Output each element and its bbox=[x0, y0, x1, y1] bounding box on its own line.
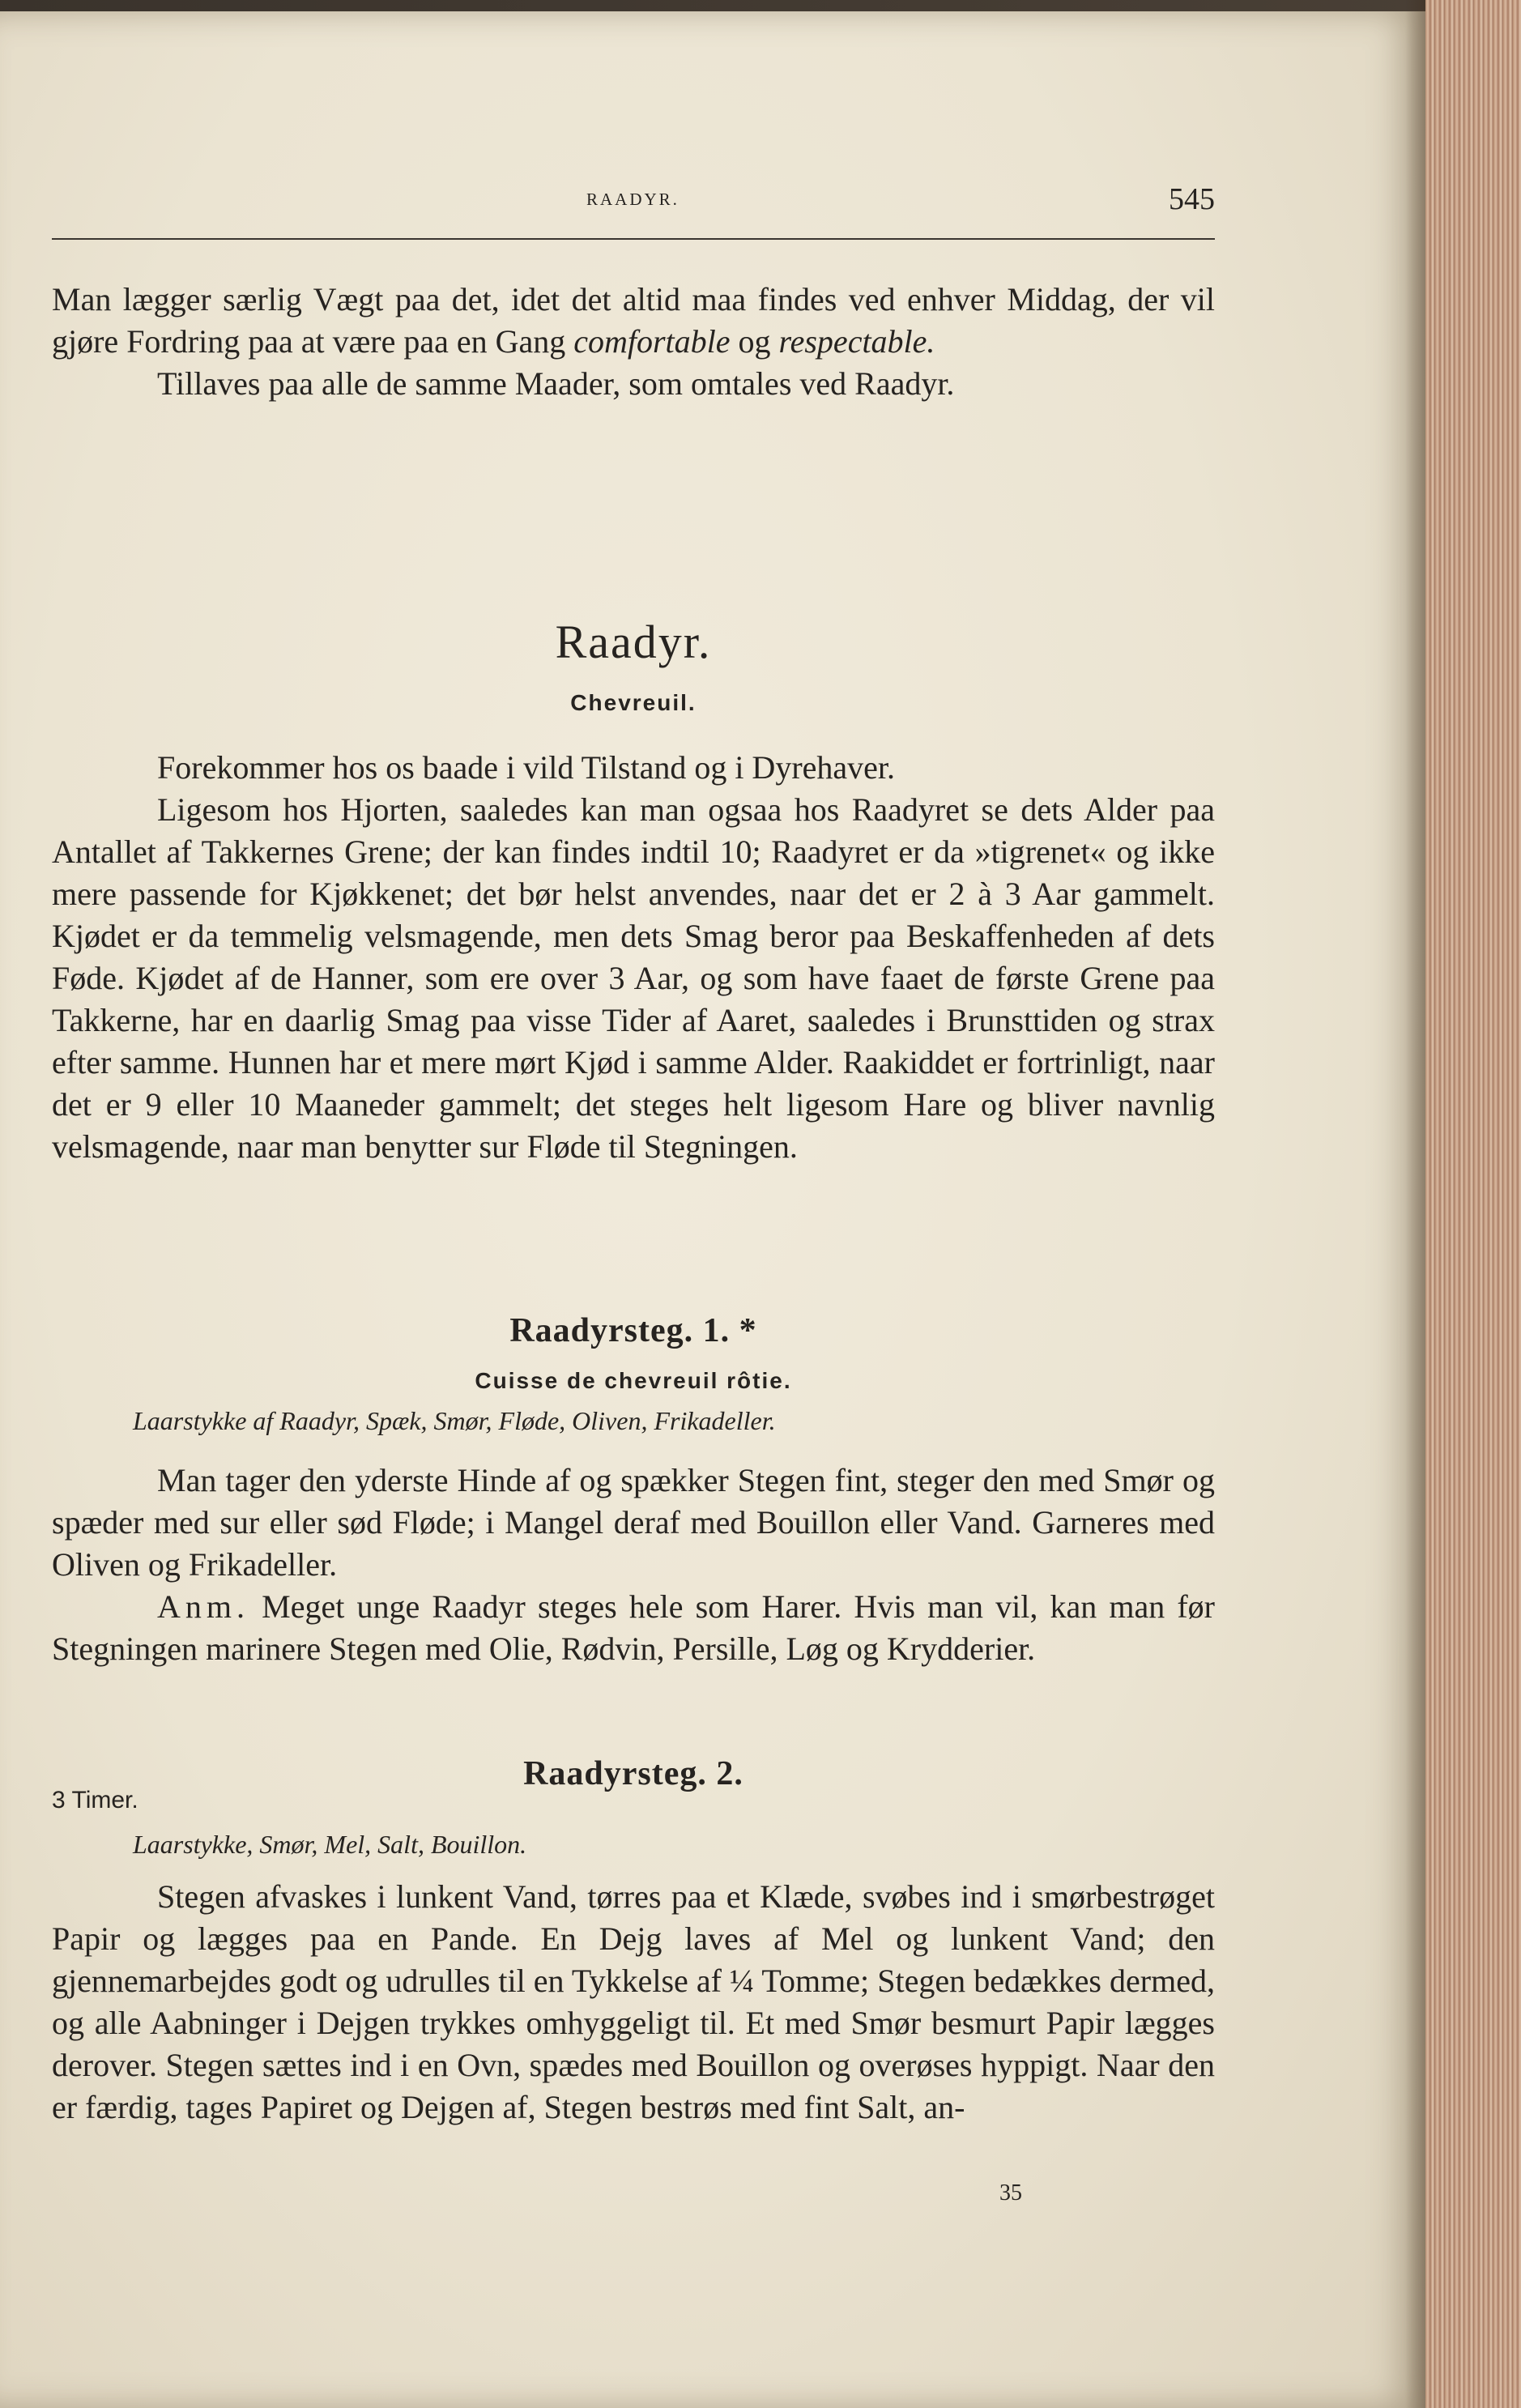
header-rule bbox=[52, 238, 1215, 240]
intro-text-b: og bbox=[730, 323, 779, 360]
recipe2-title: Raadyrsteg. 2. bbox=[523, 1755, 743, 1792]
signature-mark: 35 bbox=[999, 2180, 1022, 2206]
page-number: 545 bbox=[1169, 182, 1215, 216]
recipe1-body: Man tager den yderste Hinde af og spækker Stegen fint, steger den med Smør og spæder med sur eller sød Fløde; i Mangel deraf med Bouillon eller Vand. Garneres med Oliven og Frikadeller. bbox=[52, 1462, 1215, 1583]
running-head: RAADYR. bbox=[586, 190, 680, 209]
intro-paragraph-2: Tillaves paa alle de samme Maader, som omtales ved Raadyr. bbox=[157, 365, 955, 402]
book-page bbox=[0, 11, 1425, 2408]
section-paragraph-1: Forekommer hos os baade i vild Tilstand og i Dyrehaver. bbox=[157, 749, 896, 786]
recipe1-note-text: Meget unge Raadyr steges hele som Harer. Hvis man vil, kan man før Stegningen marinere Stegen med Olie, Rødvin, Persille, Løg og Krydderier. bbox=[52, 1588, 1215, 1667]
intro-paragraph-1 bbox=[52, 279, 1215, 363]
section-subtitle: Chevreuil. bbox=[570, 690, 697, 715]
intro-emphasis-comfortable: comfortable bbox=[573, 323, 731, 360]
recipe1-body-block bbox=[52, 1460, 1215, 1670]
recipe2-time: 3 Timer. bbox=[52, 1787, 138, 1813]
recipe1-subtitle: Cuisse de chevreuil rôtie. bbox=[475, 1368, 792, 1393]
recipe1-ingredients: Laarstykke af Raadyr, Spæk, Smør, Fløde, Oliven, Frikadeller. bbox=[133, 1406, 776, 1435]
page-edges bbox=[1425, 0, 1521, 2408]
recipe1-title: Raadyrsteg. 1. * bbox=[509, 1312, 757, 1349]
intro-emphasis-respectable: respectable. bbox=[778, 323, 935, 360]
page-header bbox=[52, 173, 1215, 222]
section-body bbox=[52, 747, 1215, 1168]
recipe2-ingredients: Laarstykke, Smør, Mel, Salt, Bouillon. bbox=[133, 1830, 527, 1859]
recipe1-note bbox=[52, 1586, 1215, 1670]
recipe2-body-block bbox=[52, 1876, 1215, 2129]
section-title: Raadyr. bbox=[555, 616, 712, 668]
intro-block bbox=[52, 279, 1215, 405]
section-paragraph-2: Ligesom hos Hjorten, saaledes kan man ogsaa hos Raadyret se dets Alder paa Antallet af Takkernes Grene; der kan findes indtil 10; Raadyret er da »tigrenet« og ikke mere passende for Kjøkkenet; det bør helst anvendes, naar det er 2 à 3 Aar gammelt. Kjødet er da temmelig velsmagende, men dets Smag beror paa Beskaffenheden af dets Føde. Kjødet af de Hanner, som ere over 3 Aar, og som have faaet de første Grene paa Takkerne, har en daarlig Smag paa visse Tider af Aaret, saaledes i Brunsttiden og strax efter samme. Hunnen har et mere mørt Kjød i samme Alder. Raakiddet er fortrinligt, naar det er 9 eller 10 Maaneder gammelt; det steges helt ligesom Hare og bliver navnlig velsmagende, naar man benytter sur Fløde til Stegningen. bbox=[52, 791, 1215, 1165]
intro-text-a: Man lægger særlig Vægt paa det, idet det altid maa findes ved enhver Middag, der vil gjøre Fordring paa at være paa en Gang bbox=[52, 281, 1215, 360]
recipe2-body: Stegen afvaskes i lunkent Vand, tørres paa et Klæde, svøbes ind i smørbestrøget Papir og lægges paa en Pande. En Dejg laves af Mel og lunkent Vand; den gjennemarbejdes godt og udrulles til en Tykkelse af ¼ Tomme; Stegen bedækkes dermed, og alle Aabninger i Dejgen trykkes omhyggeligt til. Et med Smør besmurt Papir lægges derover. Stegen sættes ind i en Ovn, spædes med Bouillon og overøses hyppigt. Naar den er færdig, tages Papiret og Dejgen af, Stegen bestrøs med fint Salt, an- bbox=[52, 1878, 1215, 2125]
recipe1-note-label: Anm. bbox=[157, 1588, 249, 1625]
